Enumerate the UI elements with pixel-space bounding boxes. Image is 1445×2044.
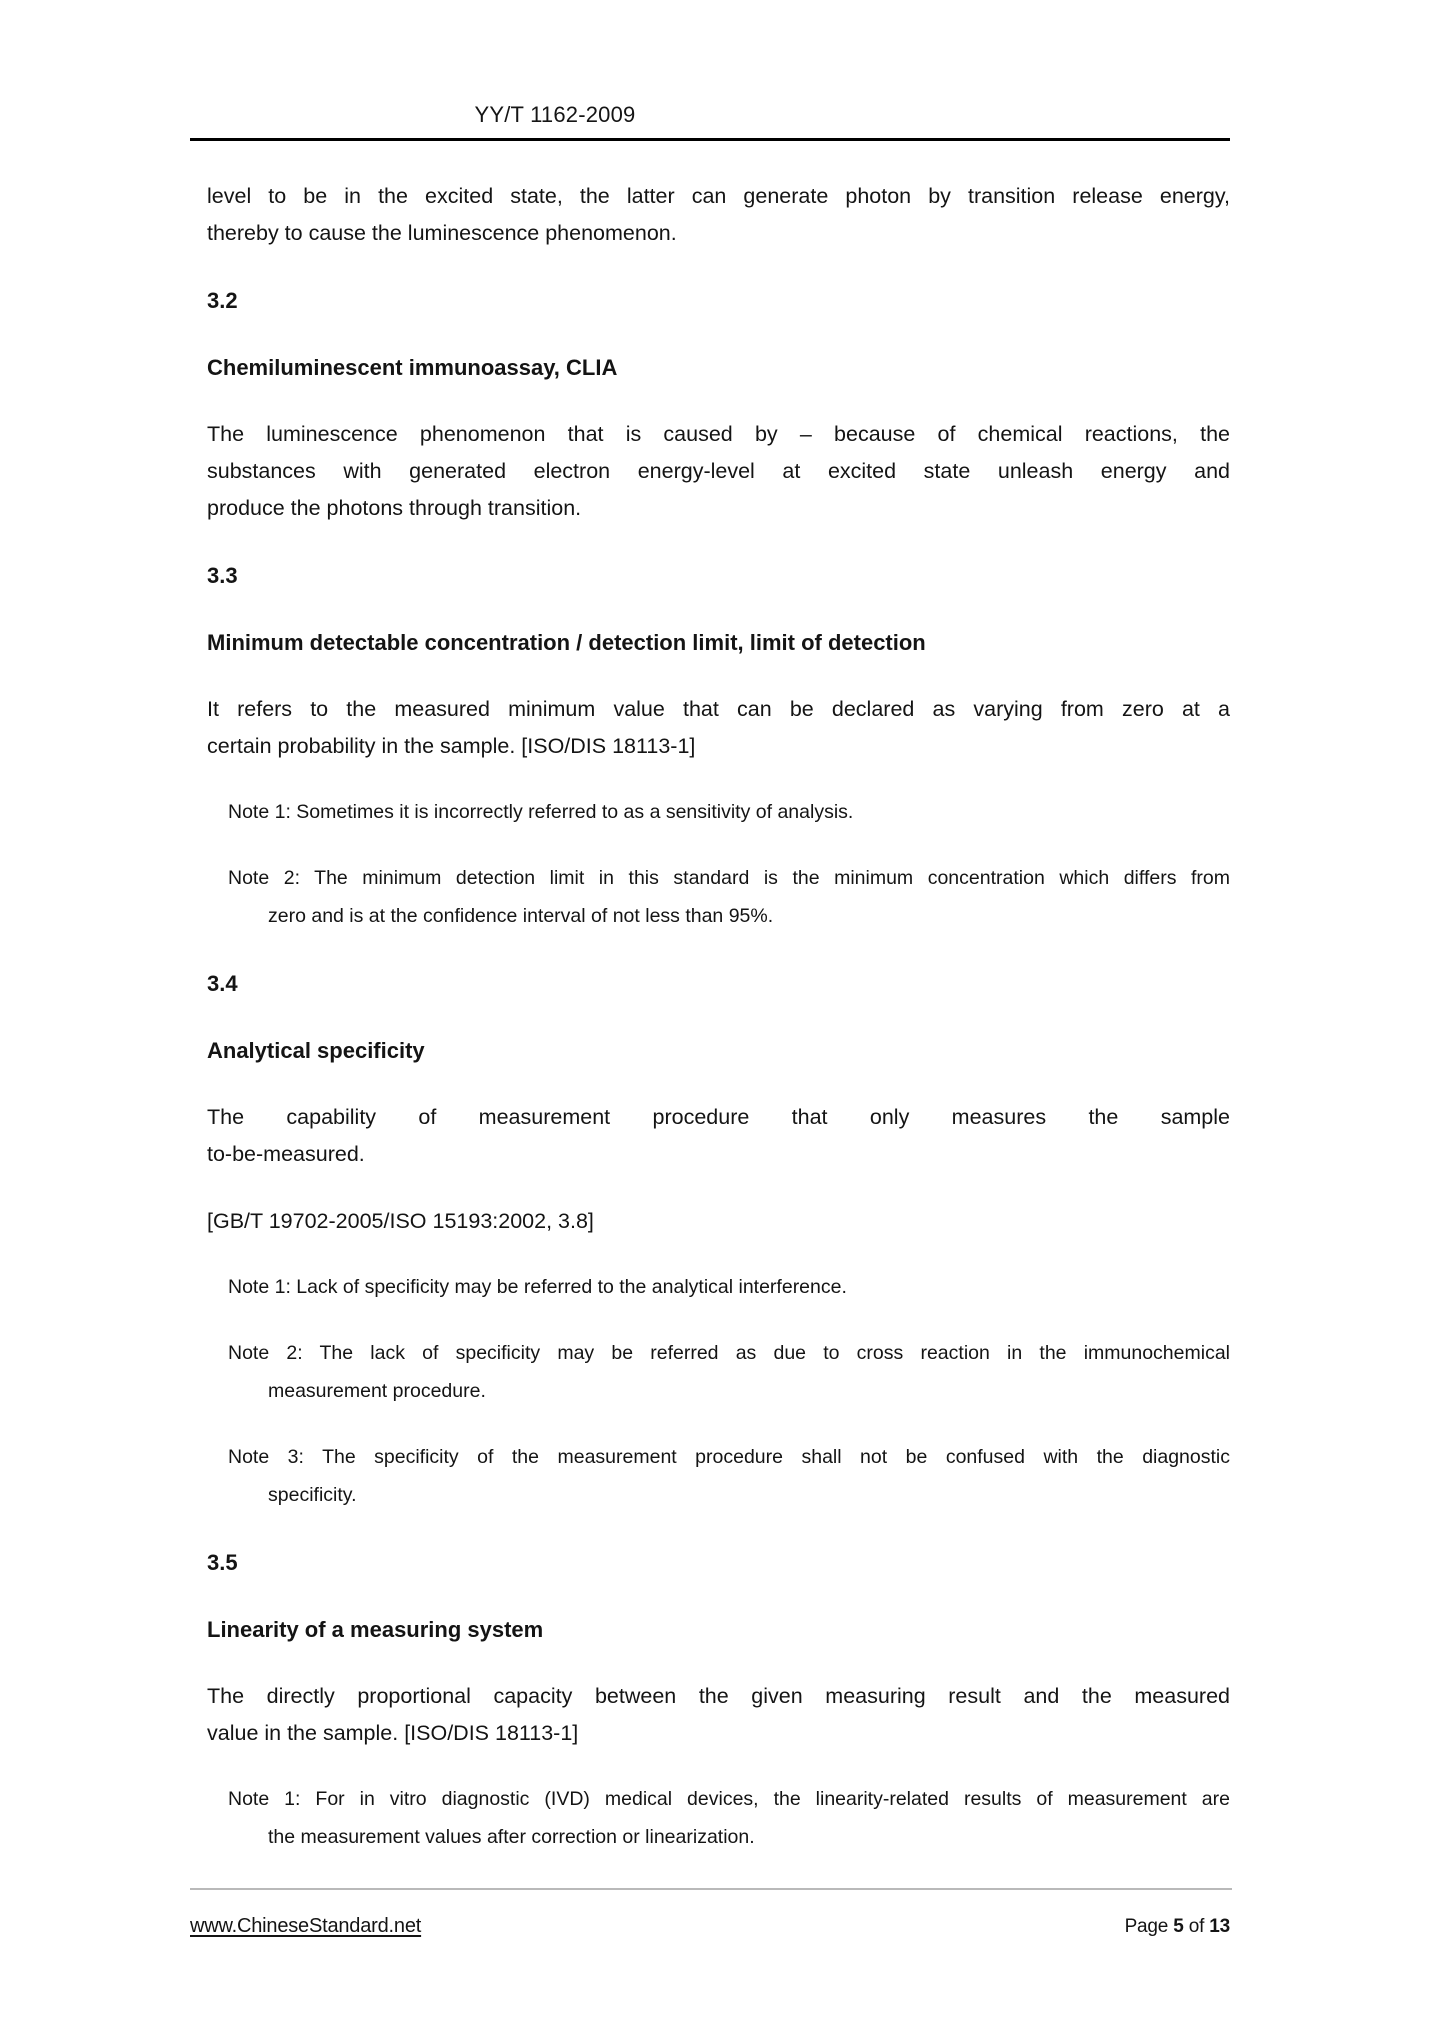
text-line: Note 2: The minimum detection limit in this standard is the minimum concentration which differs from bbox=[228, 867, 1230, 889]
text-line: measurement procedure. bbox=[268, 1380, 486, 1402]
section-heading bbox=[207, 1544, 1230, 1581]
section-heading bbox=[207, 1032, 1230, 1069]
footer-rule bbox=[190, 1888, 1232, 1890]
text-line: zero and is at the confidence interval of not less than 95%. bbox=[268, 905, 774, 927]
header-rule bbox=[190, 138, 1230, 141]
document-body bbox=[0, 178, 1445, 1856]
text-line: Note 1: Lack of specificity may be referred to the analytical interference. bbox=[228, 1276, 847, 1298]
section-heading bbox=[207, 349, 1230, 386]
paragraph bbox=[207, 178, 1230, 252]
section-heading bbox=[207, 282, 1230, 319]
note bbox=[207, 1438, 1230, 1514]
page-total: 13 bbox=[1209, 1916, 1230, 1937]
text-line: The directly proportional capacity between the given measuring result and the measured bbox=[207, 1684, 1230, 1708]
section-heading bbox=[207, 1611, 1230, 1648]
text-line: produce the photons through transition. bbox=[207, 496, 582, 520]
text-line: Note 1: For in vitro diagnostic (IVD) medical devices, the linearity-related results of measurement are bbox=[228, 1788, 1230, 1810]
note bbox=[207, 859, 1230, 935]
paragraph bbox=[207, 1678, 1230, 1752]
page-label: Page bbox=[1124, 1916, 1169, 1937]
section-heading bbox=[207, 557, 1230, 594]
text-line: Note 1: Sometimes it is incorrectly referred to as a sensitivity of analysis. bbox=[228, 801, 854, 823]
text-line: 3.3 bbox=[207, 563, 238, 588]
page-of-label: of bbox=[1188, 1916, 1205, 1937]
note bbox=[207, 793, 1230, 831]
doc-number: YY/T 1162-2009 bbox=[474, 102, 636, 127]
text-line: thereby to cause the luminescence phenomenon. bbox=[207, 221, 677, 245]
note bbox=[207, 1334, 1230, 1410]
page-current: 5 bbox=[1173, 1916, 1184, 1937]
text-line: Chemiluminescent immunoassay, CLIA bbox=[207, 355, 618, 380]
section-heading bbox=[207, 965, 1230, 1002]
text-line: to-be-measured. bbox=[207, 1142, 365, 1166]
page-header bbox=[0, 0, 1445, 128]
note bbox=[207, 1268, 1230, 1306]
section-heading bbox=[207, 624, 1230, 661]
text-line: substances with generated electron energy-level at excited state unleash energy and bbox=[207, 459, 1230, 483]
text-line: The capability of measurement procedure that only measures the sample bbox=[207, 1105, 1230, 1129]
text-line: Linearity of a measuring system bbox=[207, 1617, 544, 1642]
page-footer bbox=[190, 1915, 1230, 1938]
text-line: 3.4 bbox=[207, 971, 238, 996]
text-line: Note 2: The lack of specificity may be referred as due to cross reaction in the immunochemical bbox=[228, 1342, 1230, 1364]
text-line: level to be in the excited state, the latter can generate photon by transition release energy, bbox=[207, 184, 1230, 208]
text-line: It refers to the measured minimum value that can be declared as varying from zero at a bbox=[207, 697, 1230, 721]
paragraph bbox=[207, 1099, 1230, 1173]
text-line: the measurement values after correction or linearization. bbox=[268, 1826, 755, 1848]
paragraph bbox=[207, 416, 1230, 527]
paragraph bbox=[207, 1203, 1230, 1240]
text-line: Minimum detectable concentration / detection limit, limit of detection bbox=[207, 630, 926, 655]
text-line: The luminescence phenomenon that is caused by – because of chemical reactions, the bbox=[207, 422, 1230, 446]
paragraph bbox=[207, 691, 1230, 765]
text-line: specificity. bbox=[268, 1484, 357, 1506]
note bbox=[207, 1780, 1230, 1856]
website-link[interactable]: www.ChineseStandard.net bbox=[190, 1915, 422, 1937]
text-line: [GB/T 19702-2005/ISO 15193:2002, 3.8] bbox=[207, 1209, 594, 1233]
text-line: value in the sample. [ISO/DIS 18113-1] bbox=[207, 1721, 579, 1745]
text-line: 3.2 bbox=[207, 288, 238, 313]
text-line: certain probability in the sample. [ISO/DIS 18113-1] bbox=[207, 734, 696, 758]
text-line: Analytical specificity bbox=[207, 1038, 425, 1063]
page-number bbox=[1125, 1916, 1230, 1938]
text-line: Note 3: The specificity of the measurement procedure shall not be confused with the diagnostic bbox=[228, 1446, 1230, 1468]
text-line: 3.5 bbox=[207, 1550, 238, 1575]
